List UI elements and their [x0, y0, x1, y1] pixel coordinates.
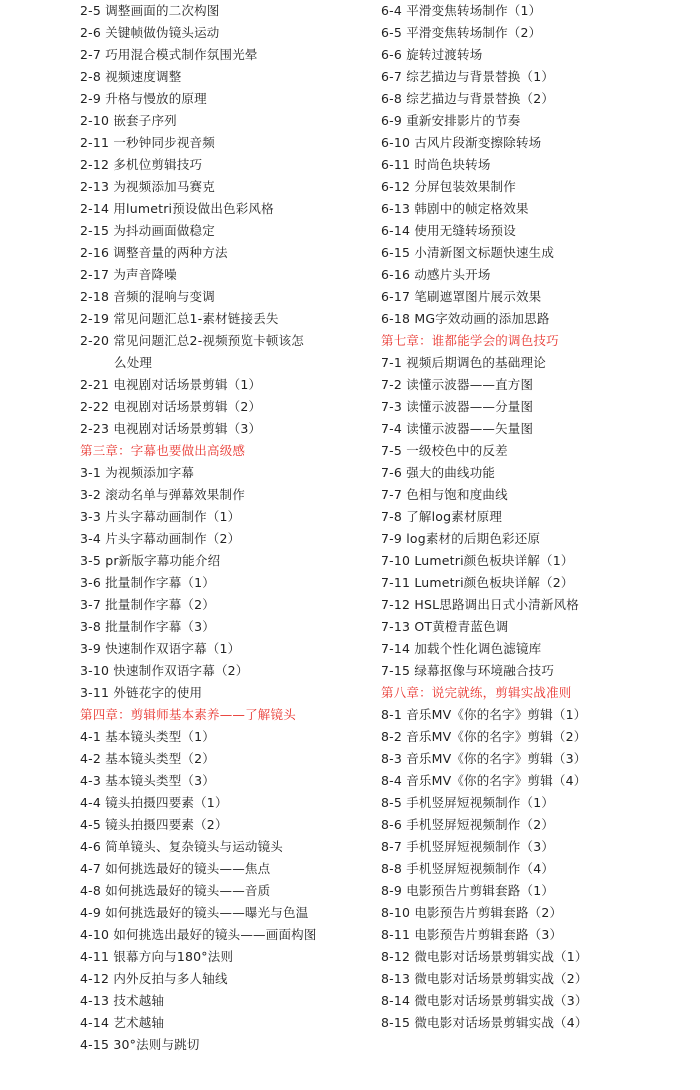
toc-entry: 2-14 用lumetri预设做出色彩风格 — [80, 201, 274, 216]
toc-entry: 6-10 古风片段渐变擦除转场 — [381, 135, 542, 150]
toc-entry: 2-21 电视剧对话场景剪辑（1） — [80, 377, 262, 392]
toc-entry: 4-7 如何挑选最好的镜头——焦点 — [80, 861, 271, 876]
toc-entry: 7-14 加载个性化调色滤镜库 — [381, 641, 542, 656]
toc-entry: 4-11 银幕方向与180°法则 — [80, 949, 234, 964]
toc-entry: 4-9 如何挑选最好的镜头——曝光与色温 — [80, 905, 309, 920]
toc-entry: 7-10 Lumetri颜色板块详解（1） — [381, 553, 574, 568]
toc-entry: 2-10 嵌套子序列 — [80, 113, 177, 128]
toc-entry: 2-16 调整音量的两种方法 — [80, 245, 228, 260]
toc-entry: 3-7 批量制作字幕（2） — [80, 597, 215, 612]
toc-right-column — [381, 0, 681, 1034]
toc-entry: 4-13 技术越轴 — [80, 993, 165, 1008]
toc-entry: 8-9 电影预告片剪辑套路（1） — [381, 883, 555, 898]
toc-entry: 3-3 片头字幕动画制作（1） — [80, 509, 241, 524]
chapter-heading: 第七章：谁都能学会的调色技巧 — [381, 333, 559, 348]
toc-entry: 6-16 动感片头开场 — [381, 267, 491, 282]
toc-entry: 2-17 为声音降噪 — [80, 267, 177, 282]
toc-entry: 6-17 笔刷遮罩图片展示效果 — [381, 289, 542, 304]
toc-entry: 6-12 分屏包装效果制作 — [381, 179, 516, 194]
toc-entry: 7-6 强大的曲线功能 — [381, 465, 496, 480]
chapter-heading: 第三章：字幕也要做出高级感 — [80, 443, 246, 458]
toc-entry: 4-14 艺术越轴 — [80, 1015, 165, 1030]
toc-entry: 2-19 常见问题汇总1-素材链接丢失 — [80, 311, 279, 326]
toc-entry: 4-1 基本镜头类型（1） — [80, 729, 215, 744]
toc-entry: 7-9 log素材的后期色彩还原 — [381, 531, 541, 546]
toc-entry: 7-7 色相与饱和度曲线 — [381, 487, 508, 502]
toc-entry: 7-15 绿幕抠像与环境融合技巧 — [381, 663, 555, 678]
toc-entry: 3-5 pr新版字幕功能介绍 — [80, 553, 221, 568]
toc-entry: 3-4 片头字幕动画制作（2） — [80, 531, 241, 546]
toc-entry: 3-8 批量制作字幕（3） — [80, 619, 215, 634]
toc-entry: 4-4 镜头拍摄四要素（1） — [80, 795, 228, 810]
toc-entry: 8-2 音乐MV《你的名字》剪辑（2） — [381, 729, 587, 744]
toc-entry: 8-12 微电影对话场景剪辑实战（1） — [381, 949, 588, 964]
toc-entry: 6-18 MG字效动画的添加思路 — [381, 311, 550, 326]
toc-entry: 4-8 如何挑选最好的镜头——音质 — [80, 883, 271, 898]
toc-entry: 8-4 音乐MV《你的名字》剪辑（4） — [381, 773, 587, 788]
toc-entry: 7-8 了解log素材原理 — [381, 509, 503, 524]
toc-entry: 4-15 30°法则与跳切 — [80, 1037, 200, 1052]
toc-entry: 6-8 综艺描边与背景替换（2） — [381, 91, 555, 106]
toc-entry: 8-13 微电影对话场景剪辑实战（2） — [381, 971, 588, 986]
toc-entry: 8-7 手机竖屏短视频制作（3） — [381, 839, 555, 854]
toc-entry: 6-11 时尚色块转场 — [381, 157, 491, 172]
toc-entry: 2-5 调整画面的二次构图 — [80, 3, 220, 18]
toc-entry: 8-8 手机竖屏短视频制作（4） — [381, 861, 555, 876]
toc-entry: 7-2 读懂示波器——直方图 — [381, 377, 534, 392]
toc-entry: 6-9 重新安排影片的节奏 — [381, 113, 521, 128]
toc-entry: 2-8 视频速度调整 — [80, 69, 182, 84]
toc-entry: 6-15 小清新图文标题快速生成 — [381, 245, 555, 260]
toc-entry: 8-15 微电影对话场景剪辑实战（4） — [381, 1015, 588, 1030]
chapter-heading: 第四章：剪辑师基本素养——了解镜头 — [80, 707, 296, 722]
toc-entry: 4-2 基本镜头类型（2） — [80, 751, 215, 766]
toc-entry: 8-3 音乐MV《你的名字》剪辑（3） — [381, 751, 587, 766]
toc-entry: 2-18 音频的混响与变调 — [80, 289, 215, 304]
toc-entry: 7-13 OT黄橙青蓝色调 — [381, 619, 509, 634]
toc-entry: 8-1 音乐MV《你的名字》剪辑（1） — [381, 707, 587, 722]
toc-entry: 2-15 为抖动画面做稳定 — [80, 223, 215, 238]
toc-entry: 7-11 Lumetri颜色板块详解（2） — [381, 575, 574, 590]
toc-entry: 2-9 升格与慢放的原理 — [80, 91, 207, 106]
toc-entry: 8-10 电影预告片剪辑套路（2） — [381, 905, 563, 920]
toc-entry: 7-12 HSL思路调出日式小清新风格 — [381, 597, 579, 612]
toc-entry: 6-7 综艺描边与背景替换（1） — [381, 69, 555, 84]
toc-entry: 3-1 为视频添加字幕 — [80, 465, 195, 480]
toc-entry: 2-11 一秒钟同步视音频 — [80, 135, 215, 150]
toc-entry: 2-12 多机位剪辑技巧 — [80, 157, 203, 172]
toc-entry: 2-7 巧用混合模式制作氛围光晕 — [80, 47, 258, 62]
toc-entry: 6-6 旋转过渡转场 — [381, 47, 483, 62]
toc-entry: 3-11 外链花字的使用 — [80, 685, 203, 700]
toc-entry: 8-5 手机竖屏短视频制作（1） — [381, 795, 555, 810]
toc-entry: 7-5 一级校色中的反差 — [381, 443, 508, 458]
toc-entry: 么处理 — [114, 355, 153, 370]
toc-entry: 6-13 韩剧中的帧定格效果 — [381, 201, 529, 216]
toc-entry: 4-3 基本镜头类型（3） — [80, 773, 215, 788]
toc-entry: 8-6 手机竖屏短视频制作（2） — [381, 817, 555, 832]
toc-entry: 8-11 电影预告片剪辑套路（3） — [381, 927, 563, 942]
toc-entry: 4-12 内外反拍与多人轴线 — [80, 971, 228, 986]
toc-entry: 2-20 常见问题汇总2-视频预览卡顿该怎 — [80, 333, 305, 348]
toc-entry: 4-6 简单镜头、复杂镜头与运动镜头 — [80, 839, 283, 854]
toc-entry: 4-5 镜头拍摄四要素（2） — [80, 817, 228, 832]
toc-entry: 2-23 电视剧对话场景剪辑（3） — [80, 421, 262, 436]
toc-entry: 3-6 批量制作字幕（1） — [80, 575, 215, 590]
toc-entry: 7-3 读懂示波器——分量图 — [381, 399, 534, 414]
toc-entry: 6-14 使用无缝转场预设 — [381, 223, 516, 238]
toc-entry: 3-9 快速制作双语字幕（1） — [80, 641, 241, 656]
toc-entry: 2-13 为视频添加马赛克 — [80, 179, 215, 194]
toc-left-column — [80, 0, 380, 1056]
toc-entry: 7-1 视频后期调色的基础理论 — [381, 355, 546, 370]
toc-entry: 7-4 读懂示波器——矢量图 — [381, 421, 534, 436]
toc-entry: 3-2 滚动名单与弹幕效果制作 — [80, 487, 245, 502]
toc-entry: 2-22 电视剧对话场景剪辑（2） — [80, 399, 262, 414]
toc-entry: 8-14 微电影对话场景剪辑实战（3） — [381, 993, 588, 1008]
toc-entry: 2-6 关键帧做伪镜头运动 — [80, 25, 220, 40]
toc-entry: 6-4 平滑变焦转场制作（1） — [381, 3, 542, 18]
chapter-heading: 第八章：说完就练，剪辑实战准则 — [381, 685, 572, 700]
toc-entry: 3-10 快速制作双语字幕（2） — [80, 663, 249, 678]
toc-entry: 6-5 平滑变焦转场制作（2） — [381, 25, 542, 40]
toc-entry: 4-10 如何挑选出最好的镜头——画面构图 — [80, 927, 317, 942]
